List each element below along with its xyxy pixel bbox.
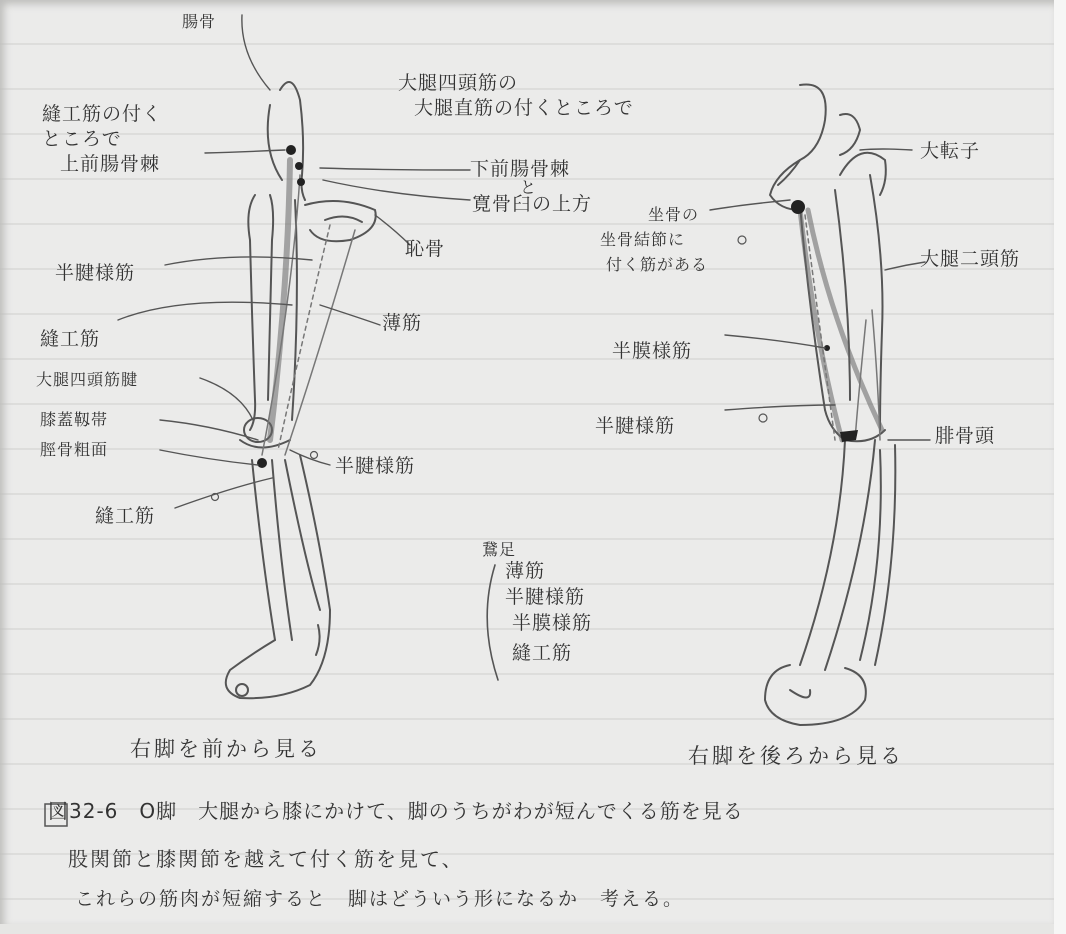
label-ischium-3: 付く筋がある <box>606 255 709 274</box>
label-rectus-title-1: 大腿四頭筋の <box>398 72 519 94</box>
caption-front-view: 右脚を前から見る <box>130 737 322 761</box>
label-aiis: 下前腸骨棘 <box>470 158 571 180</box>
label-sartorius-origin-2: ところで <box>42 128 122 150</box>
pes-anserinus-bracket <box>487 565 498 680</box>
label-sartorius-lower: 縫工筋 <box>95 505 156 527</box>
figure-caption-line-2: 股関節と膝関節を越えて付く筋を見て、 <box>68 847 464 871</box>
label-pubis: 恥骨 <box>405 238 446 260</box>
label-sartorius-origin-1: 縫工筋の付く <box>42 103 163 125</box>
label-ischium-1: 坐骨の <box>648 205 700 224</box>
label-sartorius: 縫工筋 <box>40 328 101 350</box>
label-gracilis: 薄筋 <box>382 312 423 334</box>
pes-item-sartorius: 縫工筋 <box>512 642 573 664</box>
label-biceps-femoris: 大腿二頭筋 <box>920 248 1021 270</box>
label-semimembranosus: 半膜様筋 <box>612 340 693 362</box>
label-patellar-ligament: 膝蓋靱帯 <box>40 410 109 429</box>
pes-item-semitendinosus: 半腱様筋 <box>505 586 586 608</box>
pes-item-gracilis: 薄筋 <box>505 560 546 582</box>
label-tibial-tuberosity: 脛骨粗面 <box>40 440 109 459</box>
label-semitendinosus-lower: 半腱様筋 <box>335 455 416 477</box>
label-rectus-title-2: 大腿直筋の付くところで <box>414 97 634 119</box>
front-leg-drawing <box>226 82 376 698</box>
figure-caption-line-1: 図32-6 O脚 大腿から膝にかけて、脚のうちがわが短んでくる筋を見る <box>48 799 744 823</box>
label-semitendinosus-upper: 半腱様筋 <box>55 262 136 284</box>
label-ilium: 腸骨 <box>182 12 217 31</box>
label-ischium-2: 坐骨結節に <box>600 230 686 249</box>
label-pes-anserinus: 鵞足 <box>482 540 517 559</box>
label-to: と <box>520 178 538 197</box>
label-asis: 上前腸骨棘 <box>60 153 161 175</box>
figure-caption-line-3: これらの筋肉が短縮すると 脚はどういう形になるか 考える。 <box>75 888 685 910</box>
label-acetabulum: 寛骨臼の上方 <box>472 193 593 215</box>
caption-back-view: 右脚を後ろから見る <box>688 744 904 768</box>
pes-item-semimembranosus: 半膜様筋 <box>512 612 593 634</box>
label-semitendinosus-back: 半腱様筋 <box>595 415 676 437</box>
label-greater-trochanter: 大転子 <box>920 140 981 162</box>
label-quad-tendon: 大腿四頭筋腱 <box>36 370 139 389</box>
label-fibular-head: 腓骨頭 <box>935 425 996 447</box>
